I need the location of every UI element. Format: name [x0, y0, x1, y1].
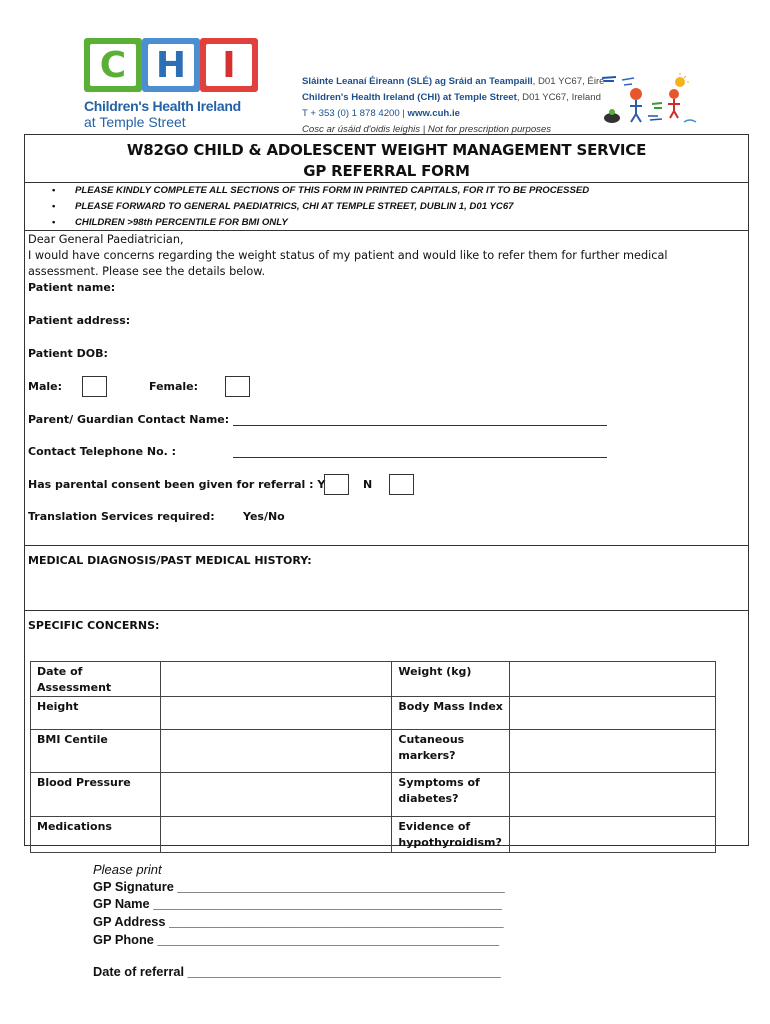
address-line2-rest: , D01 YC67, Ireland: [516, 92, 601, 103]
instruction-item: • PLEASE KINDLY COMPLETE ALL SECTIONS OF THIS FORM IN PRINTED CAPITALS, FOR IT TO BE PROCESSED: [75, 185, 589, 196]
medical-history-section[interactable]: [25, 545, 748, 611]
male-checkbox[interactable]: [82, 376, 107, 397]
table-value-cell[interactable]: [510, 697, 716, 730]
specific-concerns-label: SPECIFIC CONCERNS:: [28, 619, 160, 632]
logo-block-h: H: [142, 38, 200, 92]
address-line1-bold: Sláinte Leanaí Éireann (SLÉ) ag Sráid an Teampaill: [302, 76, 533, 87]
telephone-label: Contact Telephone No. :: [28, 445, 177, 458]
logo-subtitle: at Temple Street: [84, 114, 186, 130]
logo-block-i: I: [200, 38, 258, 92]
table-label: Weight (kg): [392, 662, 510, 697]
consent-label: Has parental consent been given for referral : Y: [28, 478, 326, 491]
table-row: [31, 730, 716, 773]
instruction-item: • CHILDREN >98th PERCENTILE FOR BMI ONLY: [75, 217, 288, 228]
logo-block-c: C: [84, 38, 142, 92]
form-title-box: [25, 135, 748, 183]
consent-no-checkbox[interactable]: [389, 474, 414, 495]
consent-yes-checkbox[interactable]: [324, 474, 349, 495]
table-label: BMI Centile: [31, 730, 161, 773]
female-checkbox[interactable]: [225, 376, 250, 397]
telephone-field[interactable]: [233, 457, 607, 458]
table-row: [31, 662, 716, 697]
table-value-cell[interactable]: [160, 730, 392, 773]
child-drawing-illustration: [598, 72, 698, 132]
table-row: [31, 773, 716, 817]
table-row: [31, 697, 716, 730]
table-label: Symptoms of diabetes?: [392, 773, 510, 817]
gp-address-field[interactable]: GP Address _______________________________________________: [93, 914, 504, 929]
address-line1-rest: , D01 YC67, Éire: [532, 76, 605, 87]
table-value-cell[interactable]: [160, 697, 392, 730]
table-label: Height: [31, 697, 161, 730]
medical-history-label: MEDICAL DIAGNOSIS/PAST MEDICAL HISTORY:: [28, 554, 312, 567]
table-label: Medications: [31, 817, 161, 853]
guardian-label: Parent/ Guardian Contact Name:: [28, 413, 230, 426]
table-label: Blood Pressure: [31, 773, 161, 817]
translation-yes-no[interactable]: Yes/No: [243, 510, 285, 523]
intro-line-2: assessment. Please see the details below.: [28, 265, 266, 278]
patient-address-label: Patient address:: [28, 314, 131, 327]
gp-name-field[interactable]: GP Name _________________________________________________: [93, 896, 502, 911]
table-label: Date of Assessment: [31, 662, 161, 697]
gp-signature-field[interactable]: GP Signature ______________________________________________: [93, 879, 505, 894]
table-label: Cutaneous markers?: [392, 730, 510, 773]
assessment-table: [30, 661, 716, 853]
table-row: [31, 817, 716, 853]
table-value-cell[interactable]: [160, 662, 392, 697]
gp-phone-field[interactable]: GP Phone ________________________________________________: [93, 932, 500, 947]
table-label: Evidence of hypothyroidism?: [392, 817, 510, 853]
address-line2-bold: Children's Health Ireland (CHI) at Temple Street: [302, 92, 517, 103]
translation-label: Translation Services required:: [28, 510, 215, 523]
hospital-address: [302, 74, 604, 138]
date-of-referral-field[interactable]: Date of referral ____________________________________________: [93, 964, 501, 979]
patient-name-label: Patient name:: [28, 281, 116, 294]
chi-logo: [84, 36, 260, 130]
referral-form: [24, 134, 749, 849]
address-phone: T + 353 (0) 1 878 4200 |: [302, 108, 408, 119]
intro-line-1: I would have concerns regarding the weight status of my patient and would like to refer them for further medical: [28, 249, 668, 262]
instructions-list: [25, 183, 748, 231]
address-website: www.cuh.ie: [407, 108, 460, 119]
form-title: W82GO CHILD & ADOLESCENT WEIGHT MANAGEMENT SERVICE: [126, 141, 647, 159]
logo-name: Children's Health Ireland: [84, 98, 241, 114]
guardian-field[interactable]: [233, 425, 607, 426]
patient-dob-label: Patient DOB:: [28, 347, 108, 360]
table-value-cell[interactable]: [160, 773, 392, 817]
logo-blocks: [84, 36, 260, 94]
form-subtitle: GP REFERRAL FORM: [303, 162, 470, 180]
male-label: Male:: [28, 380, 62, 393]
table-value-cell[interactable]: [510, 662, 716, 697]
instruction-item: • PLEASE FORWARD TO GENERAL PAEDIATRICS, CHI AT TEMPLE STREET, DUBLIN 1, D01 YC67: [75, 201, 514, 212]
table-value-cell[interactable]: [160, 817, 392, 853]
table-value-cell[interactable]: [510, 817, 716, 853]
table-label: Body Mass Index: [392, 697, 510, 730]
please-print-label: Please print: [93, 862, 162, 877]
consent-no-label: N: [363, 478, 373, 491]
specific-concerns-section[interactable]: [25, 610, 748, 660]
table-value-cell[interactable]: [510, 773, 716, 817]
table-value-cell[interactable]: [510, 730, 716, 773]
female-label: Female:: [149, 380, 199, 393]
address-disclaimer: Cosc ar úsáid d'oidis leighis | Not for prescription purposes: [302, 124, 552, 135]
greeting: Dear General Paediatrician,: [28, 233, 184, 246]
